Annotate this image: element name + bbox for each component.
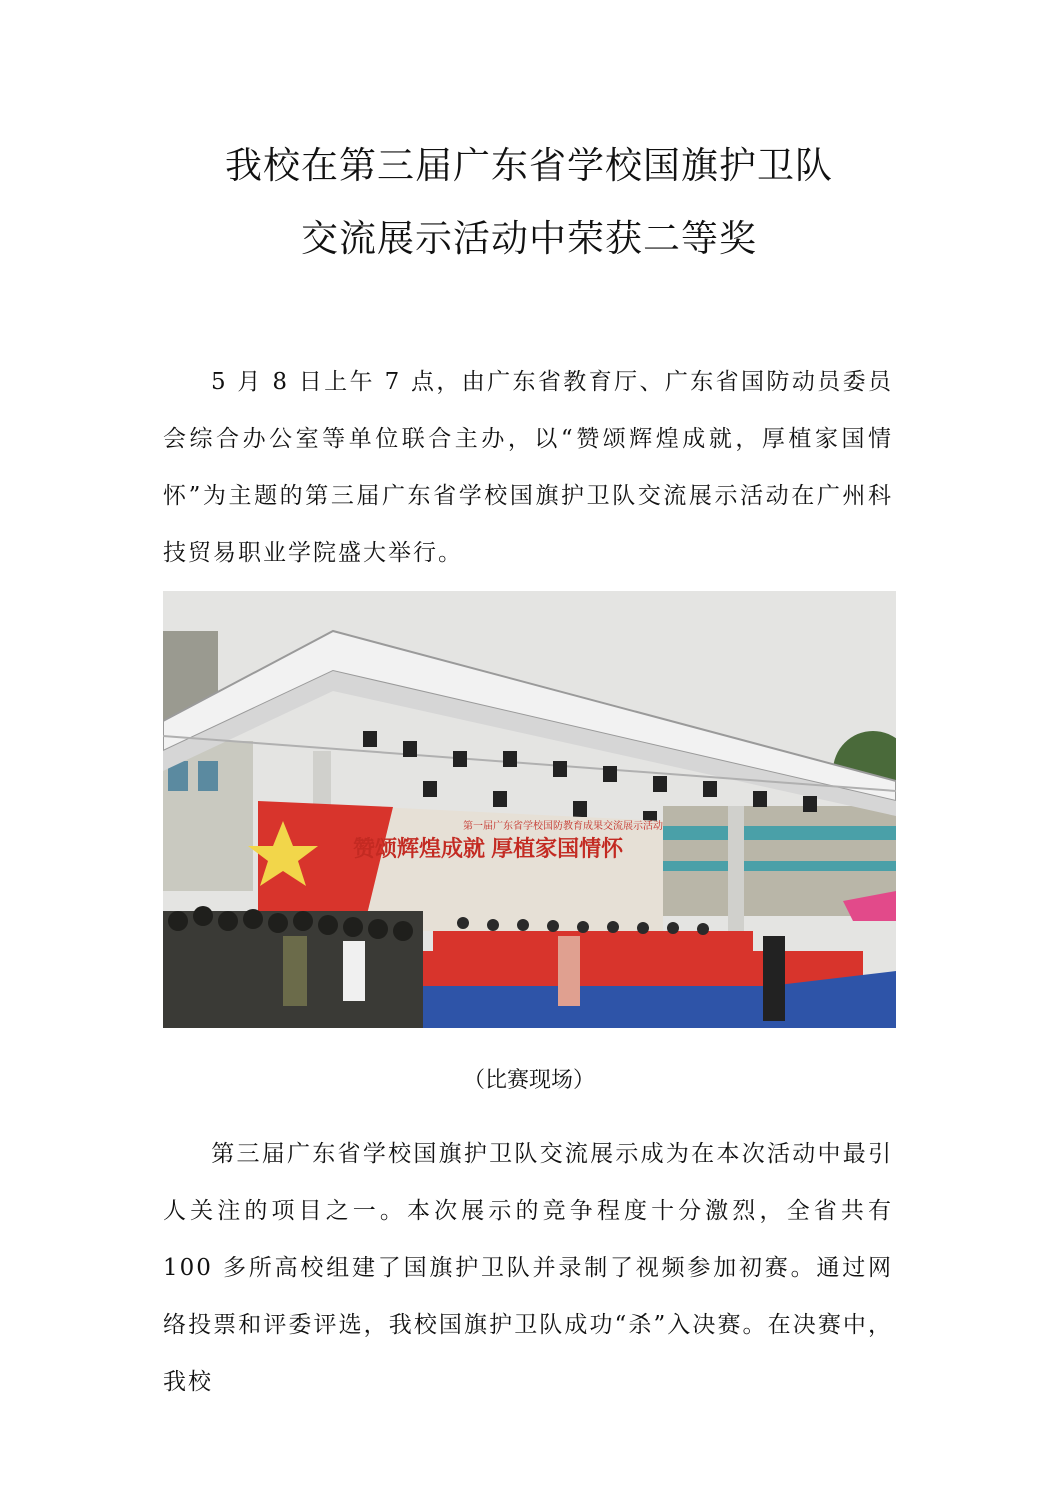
photo-caption: （比赛现场） bbox=[462, 1068, 595, 1093]
event-photo bbox=[163, 591, 896, 1028]
document-title-line-2: 交流展示活动中荣获二等奖 bbox=[301, 217, 757, 260]
paragraph-2 bbox=[163, 1126, 893, 1411]
paragraph-2-text: 第三届广东省学校国旗护卫队交流展示成为在本次活动中最引人关注的项目之一。本次展示的竞争程度十分激烈，全省共有 100 多所高校组建了国旗护卫队并录制了视频参加初赛。通过网络投票和评委评选，我校国旗护卫队成功“杀”入决赛。在决赛中，我校 bbox=[163, 1141, 893, 1395]
document-title-line-1: 我校在第三届广东省学校国旗护卫队 bbox=[225, 144, 833, 187]
paragraph-1 bbox=[163, 354, 893, 582]
paragraph-1-text: 5 月 8 日上午 7 点，由广东省教育厅、广东省国防动员委员会综合办公室等单位联合主办，以“赞颂辉煌成就，厚植家国情怀”为主题的第三届广东省学校国旗护卫队交流展示活动在广州科技贸易职业学院盛大举行。 bbox=[163, 369, 893, 566]
banner-slogan-text: 赞颂辉煌成就 厚植家国情怀 bbox=[353, 836, 624, 861]
banner-small-text: 第一届广东省学校国防教育成果交流展示活动 bbox=[463, 821, 663, 832]
